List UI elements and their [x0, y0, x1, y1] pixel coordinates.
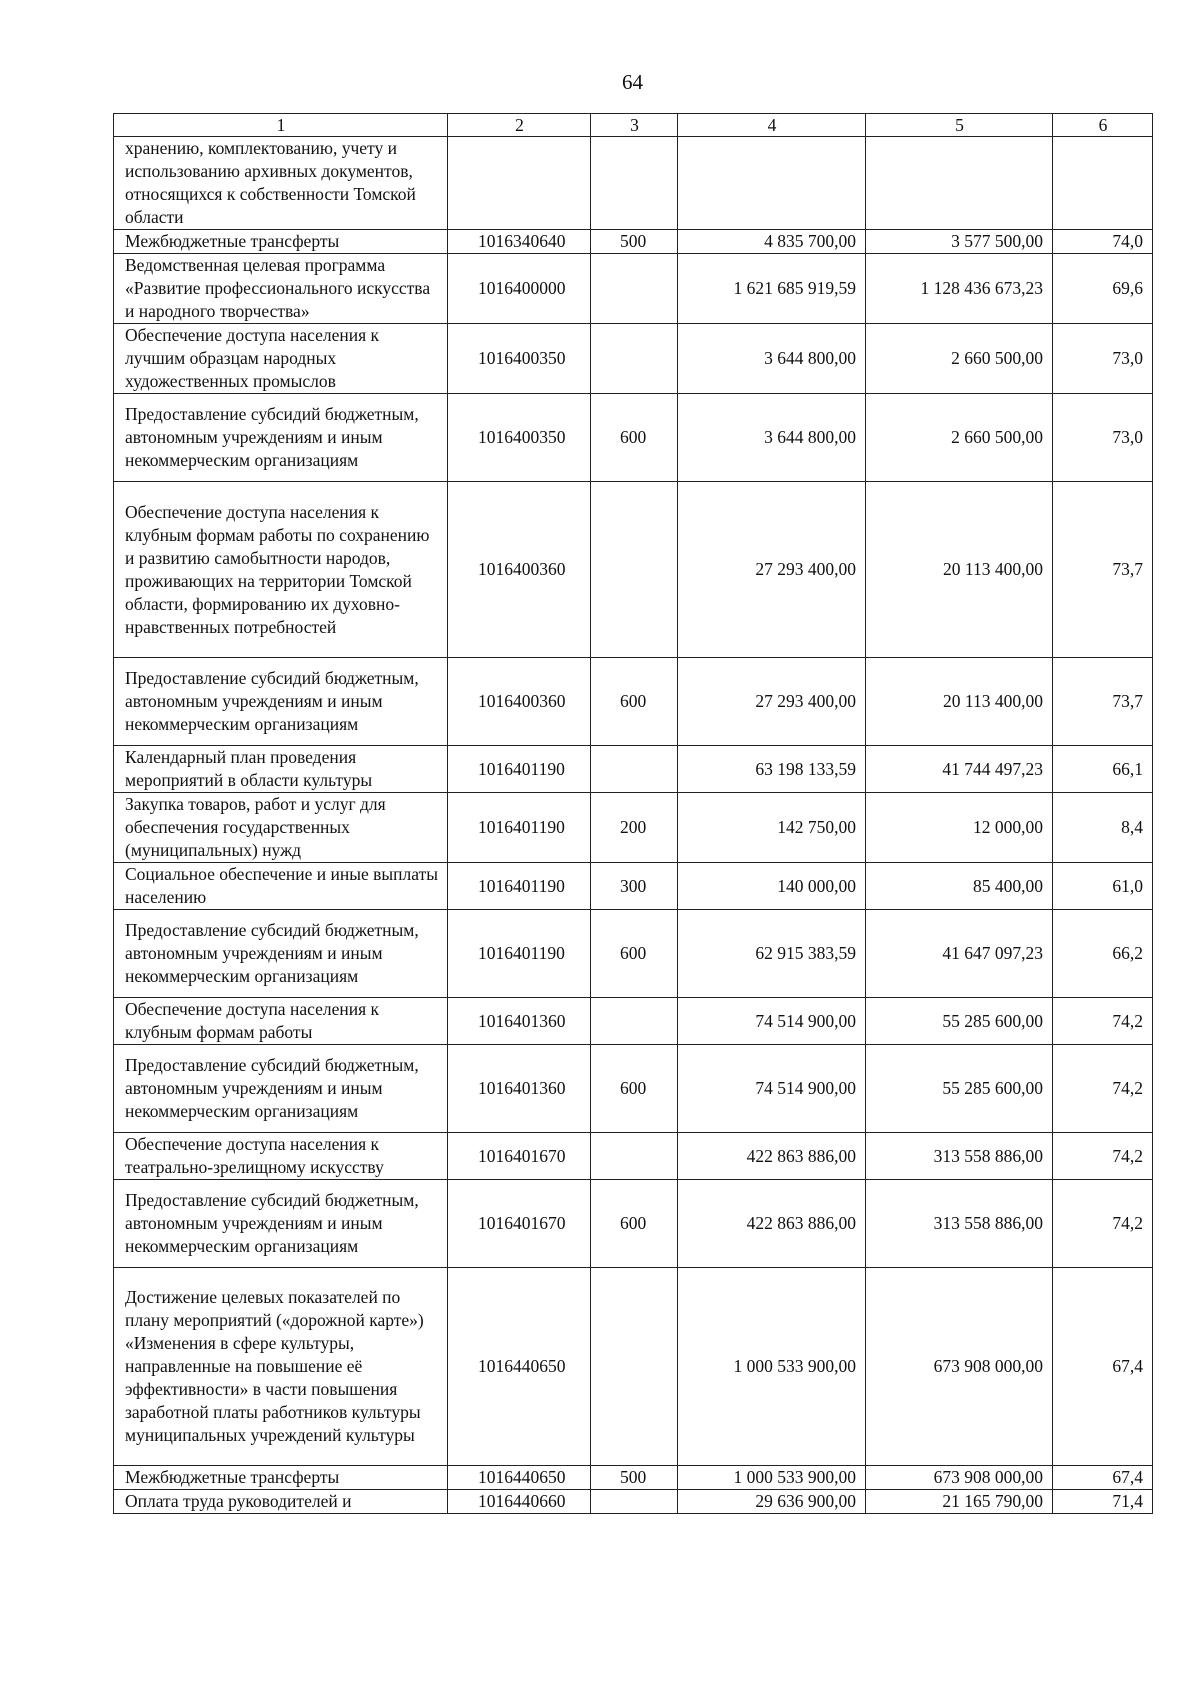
cell-name: Социальное обеспечение и иные выплаты населению: [114, 863, 448, 910]
table-row: [114, 1490, 1153, 1514]
budget-table: [113, 113, 1153, 1514]
table-row: [114, 1180, 1153, 1268]
cell-pct: 66,1: [1053, 746, 1153, 793]
cell-plan: 74 514 900,00: [678, 1045, 866, 1133]
cell-name: Предоставление субсидий бюджетным, автономным учреждениям и иным некоммерческим организациям: [114, 1045, 448, 1133]
cell-pct: 74,0: [1053, 230, 1153, 254]
cell-name: Оплата труда руководителей и: [114, 1490, 448, 1514]
cell-code: [448, 137, 591, 230]
cell-plan: 63 198 133,59: [678, 746, 866, 793]
cell-plan: 27 293 400,00: [678, 482, 866, 658]
cell-code: 1016401190: [448, 910, 591, 998]
cell-type: [591, 1133, 678, 1180]
cell-pct: 66,2: [1053, 910, 1153, 998]
cell-fact: 12 000,00: [866, 793, 1053, 863]
table-body: [114, 137, 1153, 1514]
cell-fact: 3 577 500,00: [866, 230, 1053, 254]
table-row: [114, 863, 1153, 910]
cell-pct: 73,0: [1053, 324, 1153, 394]
cell-type: 600: [591, 1180, 678, 1268]
table-row: [114, 658, 1153, 746]
cell-fact: 41 647 097,23: [866, 910, 1053, 998]
table-row: [114, 1133, 1153, 1180]
cell-fact: 41 744 497,23: [866, 746, 1053, 793]
cell-plan: 1 621 685 919,59: [678, 254, 866, 324]
cell-type: 600: [591, 1045, 678, 1133]
cell-fact: 1 128 436 673,23: [866, 254, 1053, 324]
table-row: [114, 1268, 1153, 1466]
cell-type: [591, 1268, 678, 1466]
cell-plan: 142 750,00: [678, 793, 866, 863]
cell-code: 1016440650: [448, 1268, 591, 1466]
cell-code: 1016401190: [448, 746, 591, 793]
cell-fact: 673 908 000,00: [866, 1268, 1053, 1466]
cell-fact: 55 285 600,00: [866, 1045, 1053, 1133]
cell-code: 1016440650: [448, 1466, 591, 1490]
table-row: [114, 998, 1153, 1045]
cell-pct: [1053, 137, 1153, 230]
cell-name: Предоставление субсидий бюджетным, автономным учреждениям и иным некоммерческим организациям: [114, 658, 448, 746]
cell-name: хранению, комплектованию, учету и использованию архивных документов, относящихся к собственности Томской области: [114, 137, 448, 230]
cell-plan: 4 835 700,00: [678, 230, 866, 254]
cell-name: Предоставление субсидий бюджетным, автономным учреждениям и иным некоммерческим организациям: [114, 1180, 448, 1268]
cell-plan: 140 000,00: [678, 863, 866, 910]
header-col-2: 2: [448, 114, 591, 137]
cell-type: [591, 324, 678, 394]
cell-plan: 3 644 800,00: [678, 324, 866, 394]
cell-name: Межбюджетные трансферты: [114, 230, 448, 254]
cell-name: Обеспечение доступа населения к лучшим образцам народных художественных промыслов: [114, 324, 448, 394]
page-number: 64: [622, 70, 643, 94]
cell-type: 500: [591, 1466, 678, 1490]
header-row: [114, 114, 1153, 137]
cell-plan: 3 644 800,00: [678, 394, 866, 482]
table-row: [114, 254, 1153, 324]
cell-name: Ведомственная целевая программа «Развитие профессионального искусства и народного творчества»: [114, 254, 448, 324]
table-header: [114, 114, 1153, 137]
cell-name: Обеспечение доступа населения к клубным формам работы: [114, 998, 448, 1045]
cell-plan: 422 863 886,00: [678, 1133, 866, 1180]
cell-type: 600: [591, 394, 678, 482]
cell-type: 600: [591, 658, 678, 746]
cell-code: 1016401190: [448, 863, 591, 910]
cell-code: 1016401360: [448, 1045, 591, 1133]
cell-type: [591, 482, 678, 658]
cell-code: 1016440660: [448, 1490, 591, 1514]
table-row: [114, 394, 1153, 482]
cell-type: 300: [591, 863, 678, 910]
cell-pct: 67,4: [1053, 1466, 1153, 1490]
cell-name: Обеспечение доступа населения к театрально-зрелищному искусству: [114, 1133, 448, 1180]
cell-name: Предоставление субсидий бюджетным, автономным учреждениям и иным некоммерческим организациям: [114, 910, 448, 998]
cell-type: [591, 254, 678, 324]
header-col-6: 6: [1053, 114, 1153, 137]
cell-pct: 74,2: [1053, 998, 1153, 1045]
cell-name: Закупка товаров, работ и услуг для обеспечения государственных (муниципальных) нужд: [114, 793, 448, 863]
cell-fact: 673 908 000,00: [866, 1466, 1053, 1490]
cell-pct: 74,2: [1053, 1045, 1153, 1133]
cell-name: Межбюджетные трансферты: [114, 1466, 448, 1490]
cell-pct: 71,4: [1053, 1490, 1153, 1514]
header-col-4: 4: [678, 114, 866, 137]
cell-code: 1016401670: [448, 1180, 591, 1268]
cell-code: 1016400360: [448, 658, 591, 746]
cell-fact: 313 558 886,00: [866, 1180, 1053, 1268]
cell-name: Достижение целевых показателей по плану мероприятий («дорожной карте») «Изменения в сфере культуры, направленные на повышение её эффективности» в части повышения заработной платы работников культуры муниципальных учреждений культуры: [114, 1268, 448, 1466]
cell-pct: 74,2: [1053, 1133, 1153, 1180]
cell-pct: 74,2: [1053, 1180, 1153, 1268]
cell-pct: 73,7: [1053, 482, 1153, 658]
cell-plan: 29 636 900,00: [678, 1490, 866, 1514]
cell-pct: 73,0: [1053, 394, 1153, 482]
cell-name: Календарный план проведения мероприятий в области культуры: [114, 746, 448, 793]
cell-fact: 2 660 500,00: [866, 324, 1053, 394]
table-row: [114, 1466, 1153, 1490]
cell-name: Обеспечение доступа населения к клубным формам работы по сохранению и развитию самобытности народов, проживающих на территории Томской области, формированию их духовно-нравственных потребностей: [114, 482, 448, 658]
cell-code: 1016400000: [448, 254, 591, 324]
cell-pct: 73,7: [1053, 658, 1153, 746]
header-col-3: 3: [591, 114, 678, 137]
table-row: [114, 793, 1153, 863]
cell-fact: 2 660 500,00: [866, 394, 1053, 482]
cell-fact: 85 400,00: [866, 863, 1053, 910]
cell-fact: 20 113 400,00: [866, 658, 1053, 746]
table-row: [114, 137, 1153, 230]
cell-type: [591, 1490, 678, 1514]
header-col-5: 5: [866, 114, 1053, 137]
cell-plan: 1 000 533 900,00: [678, 1268, 866, 1466]
cell-name: Предоставление субсидий бюджетным, автономным учреждениям и иным некоммерческим организациям: [114, 394, 448, 482]
cell-plan: 27 293 400,00: [678, 658, 866, 746]
header-col-1: 1: [114, 114, 448, 137]
cell-plan: 74 514 900,00: [678, 998, 866, 1045]
cell-type: [591, 746, 678, 793]
cell-fact: 21 165 790,00: [866, 1490, 1053, 1514]
cell-code: 1016400350: [448, 394, 591, 482]
table-row: [114, 324, 1153, 394]
cell-fact: 20 113 400,00: [866, 482, 1053, 658]
cell-pct: 67,4: [1053, 1268, 1153, 1466]
cell-pct: 8,4: [1053, 793, 1153, 863]
cell-code: 1016400350: [448, 324, 591, 394]
cell-plan: 62 915 383,59: [678, 910, 866, 998]
table-row: [114, 746, 1153, 793]
cell-plan: 1 000 533 900,00: [678, 1466, 866, 1490]
cell-code: 1016400360: [448, 482, 591, 658]
cell-type: 600: [591, 910, 678, 998]
cell-fact: 55 285 600,00: [866, 998, 1053, 1045]
table-row: [114, 910, 1153, 998]
cell-fact: 313 558 886,00: [866, 1133, 1053, 1180]
cell-fact: [866, 137, 1053, 230]
cell-code: 1016340640: [448, 230, 591, 254]
cell-code: 1016401360: [448, 998, 591, 1045]
cell-plan: [678, 137, 866, 230]
cell-type: [591, 137, 678, 230]
cell-type: 200: [591, 793, 678, 863]
cell-type: [591, 998, 678, 1045]
table-row: [114, 1045, 1153, 1133]
cell-code: 1016401670: [448, 1133, 591, 1180]
cell-pct: 69,6: [1053, 254, 1153, 324]
cell-pct: 61,0: [1053, 863, 1153, 910]
cell-plan: 422 863 886,00: [678, 1180, 866, 1268]
table-row: [114, 482, 1153, 658]
cell-type: 500: [591, 230, 678, 254]
table-row: [114, 230, 1153, 254]
cell-code: 1016401190: [448, 793, 591, 863]
